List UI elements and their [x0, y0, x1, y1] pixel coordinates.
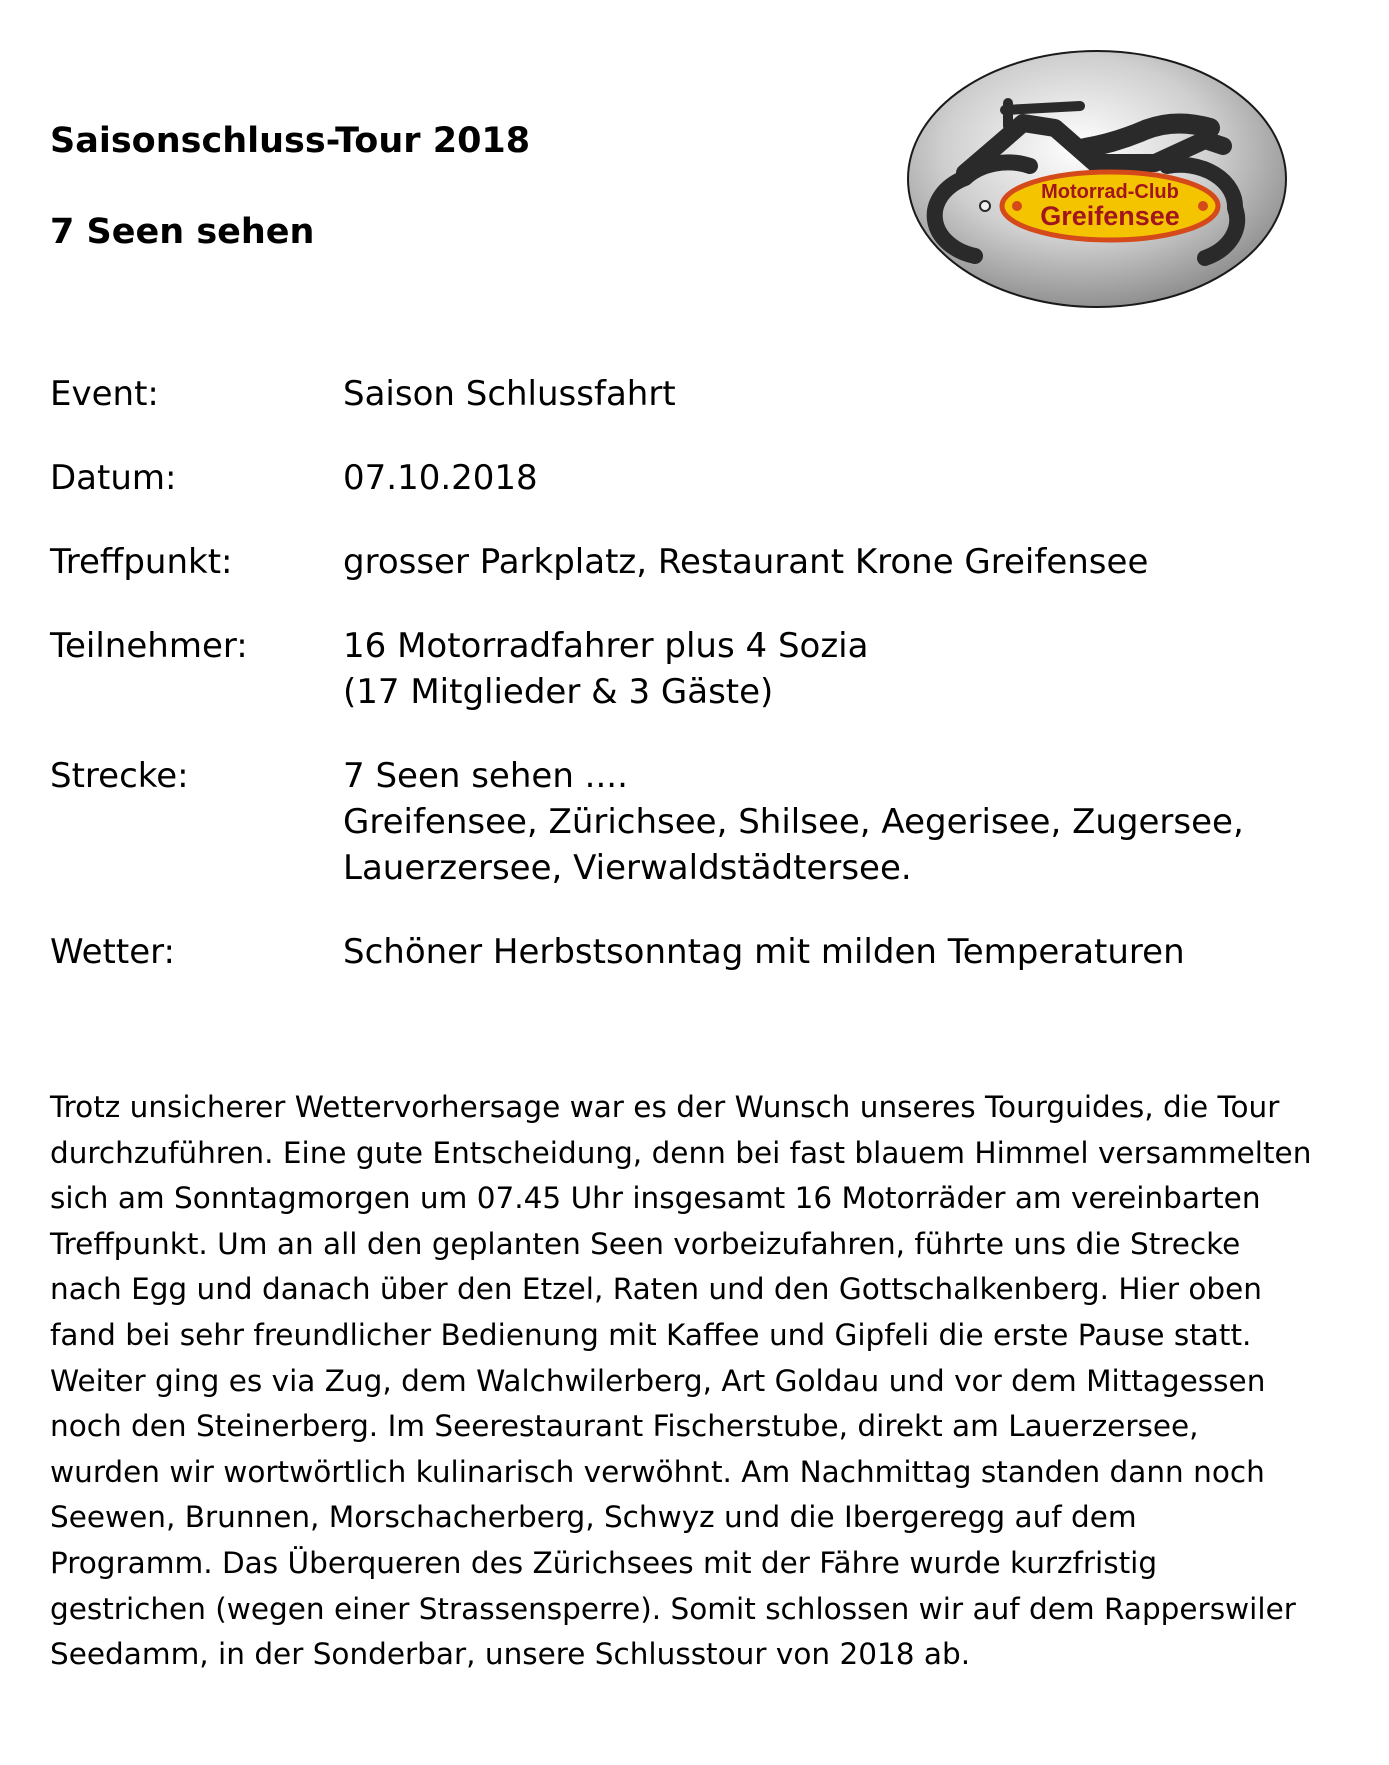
event-info-table — [50, 371, 1300, 1013]
report-line: durchzuführen. Eine gute Entscheidung, denn bei fast blauem Himmel versammelten — [50, 1135, 1312, 1170]
page-title: Saisonschluss-Tour 2018 — [50, 121, 531, 161]
wetter-value — [343, 929, 1300, 975]
teilnehmer-line: (17 Mitglieder & 3 Gäste) — [343, 672, 774, 712]
report-line: Weiter ging es via Zug, dem Walchwilerberg, Art Goldau und vor dem Mittagessen — [50, 1363, 1266, 1398]
page-subtitle: 7 Seen sehen — [50, 212, 315, 252]
event-value-text: Saison Schlussfahrt — [343, 374, 676, 414]
wetter-label: Wetter: — [50, 932, 175, 972]
logo-text-line1: Motorrad-Club — [1041, 181, 1179, 203]
info-row-event — [50, 371, 1300, 417]
treffpunkt-label: Treffpunkt: — [50, 542, 233, 582]
strecke-line: Greifensee, Zürichsee, Shilsee, Aegerisee, Zugersee, — [343, 802, 1244, 842]
report-line: fand bei sehr freundlicher Bedienung mit Kaffee und Gipfeli die erste Pause statt. — [50, 1317, 1252, 1352]
report-line: Treffpunkt. Um an all den geplanten Seen vorbeizufahren, führte uns die Strecke — [50, 1226, 1241, 1261]
report-line: sich am Sonntagmorgen um 07.45 Uhr insgesamt 16 Motorräder am vereinbarten — [50, 1181, 1261, 1216]
teilnehmer-value — [343, 623, 1300, 715]
report-line: wurden wir wortwörtlich kulinarisch verwöhnt. Am Nachmittag standen dann noch — [50, 1454, 1265, 1489]
teilnehmer-label: Teilnehmer: — [50, 626, 248, 666]
report-line: gestrichen (wegen einer Strassensperre). Somit schlossen wir auf dem Rapperswiler — [50, 1591, 1296, 1626]
club-badge — [1002, 172, 1218, 240]
strecke-value — [343, 753, 1300, 891]
info-row-wetter — [50, 929, 1300, 975]
info-row-datum — [50, 455, 1300, 501]
event-label: Event: — [50, 374, 159, 414]
event-value — [343, 371, 1300, 417]
datum-value-text: 07.10.2018 — [343, 458, 538, 498]
info-row-strecke — [50, 753, 1300, 891]
info-row-teilnehmer — [50, 623, 1300, 715]
strecke-line: Lauerzersee, Vierwaldstädtersee. — [343, 848, 912, 888]
report-line: Trotz unsicherer Wettervorhersage war es der Wunsch unseres Tourguides, die Tour — [50, 1090, 1280, 1124]
wetter-value-text: Schöner Herbstsonntag mit milden Temperaturen — [343, 932, 1185, 972]
club-logo — [905, 48, 1290, 311]
report-line: Seewen, Brunnen, Morschacherberg, Schwyz und die Ibergeregg auf dem — [50, 1500, 1137, 1535]
report-line: Programm. Das Überqueren des Zürichsees mit der Fähre wurde kurzfristig — [50, 1545, 1158, 1580]
wheel-hub-icon — [980, 201, 990, 211]
report-line: nach Egg und danach über den Etzel, Raten und den Gottschalkenberg. Hier oben — [50, 1272, 1262, 1307]
strecke-line: 7 Seen sehen .... — [343, 756, 628, 796]
treffpunkt-value — [343, 539, 1300, 585]
report-line: noch den Steinerberg. Im Seerestaurant Fischerstube, direkt am Lauerzersee, — [50, 1409, 1199, 1444]
datum-label: Datum: — [50, 458, 177, 498]
tour-report — [50, 1085, 1310, 1678]
report-line: Seedamm, in der Sonderbar, unsere Schlusstour von 2018 ab. — [50, 1637, 971, 1672]
teilnehmer-line: 16 Motorradfahrer plus 4 Sozia — [343, 626, 869, 666]
datum-value — [343, 455, 1300, 501]
logo-text-line2: Greifensee — [1040, 201, 1180, 231]
info-row-treffpunkt — [50, 539, 1300, 585]
strecke-label: Strecke: — [50, 756, 189, 796]
treffpunkt-value-text: grosser Parkplatz, Restaurant Krone Greifensee — [343, 542, 1149, 582]
